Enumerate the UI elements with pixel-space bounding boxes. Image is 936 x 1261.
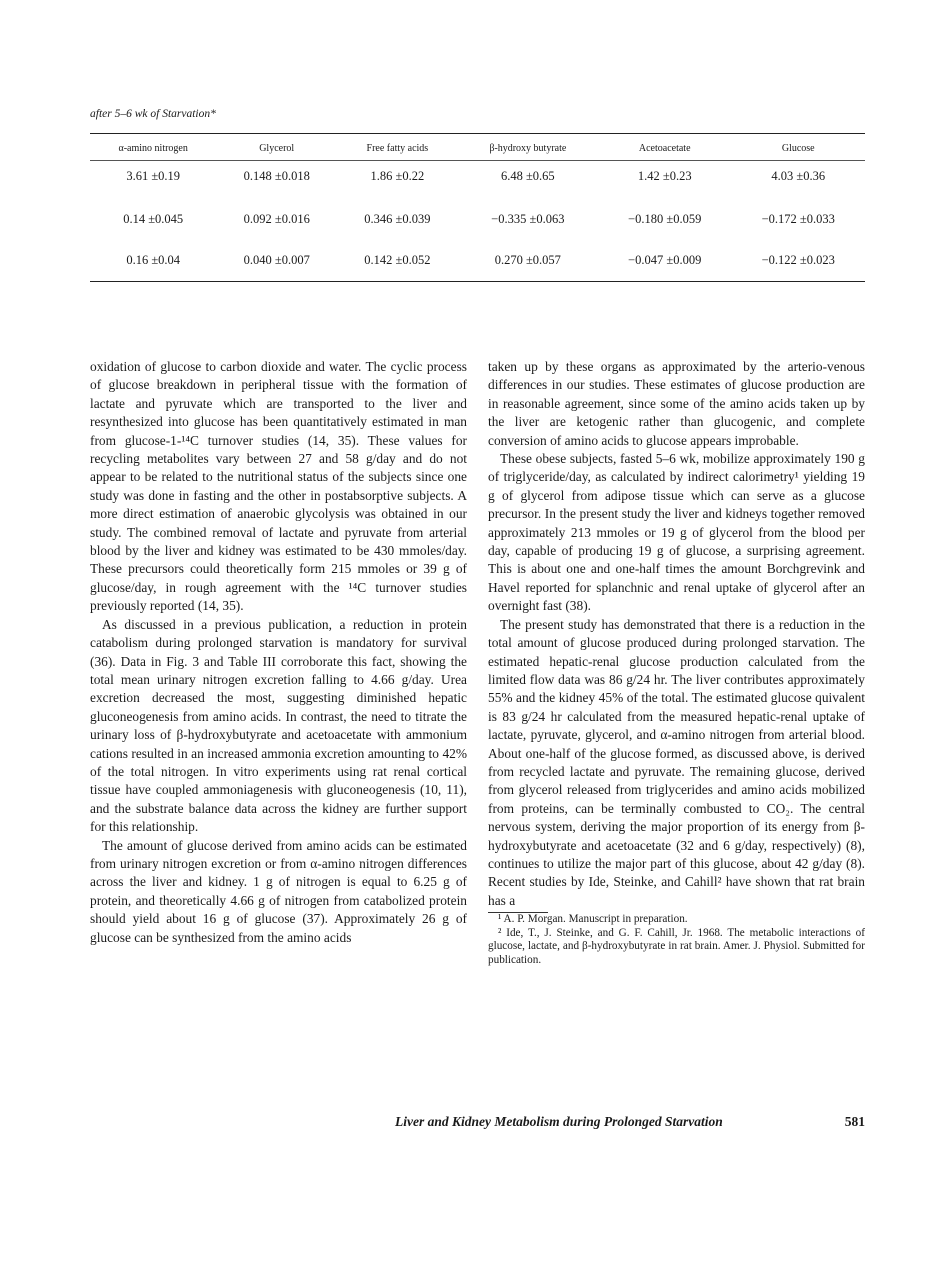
left-column	[90, 358, 467, 947]
table-cell: 0.142 ±0.052	[337, 240, 458, 282]
table-row	[90, 199, 865, 240]
table-caption: after 5–6 wk of Starvation*	[90, 108, 216, 120]
table-cell: −0.180 ±0.059	[628, 212, 702, 226]
table-cell: 1.42 ±0.23	[637, 169, 692, 183]
footnote-1: ¹ A. P. Morgan. Manuscript in preparation.	[498, 913, 688, 926]
data-table	[90, 133, 865, 282]
table-cell: 6.48 ±0.65	[500, 169, 555, 183]
header-glucose: Glucose	[731, 134, 865, 161]
header-free-fatty-acids: Free fatty acids	[337, 134, 458, 161]
table-cell: 1.86 ±0.22	[370, 169, 425, 183]
header-glycerol: Glycerol	[216, 134, 337, 161]
table-cell: 0.16 ±0.04	[90, 240, 216, 282]
footnote-2: ² Ide, T., J. Steinke, and G. F. Cahill, Jr. 1968. The metabolic interactions of glucose, lactate, and β-hydroxybutyrate in rat brain. Amer. J. Physiol. Submitted for publication.	[488, 926, 865, 966]
header-amino-nitrogen: α-amino nitrogen	[90, 134, 216, 161]
paragraph: As discussed in a previous publication, a reduction in protein catabolism during prolonged starvation is mandatory for survival (36). Data in Fig. 3 and Table III corroborate this fact, showing the total mean urinary nitrogen excretion falling to 4.66 g/day. Urea excretion decreased the most, suggesting diminished hepatic gluconeogenesis from amino acids. In contrast, the need to titrate the urinary loss of β-hydroxybutyrate and acetoacetate with ammonium cations resulted in an increased ammonia excretion amounting to 42% of the total nitrogen. In vitro experiments using rat renal cortical tissue have coupled ammoniagenesis with gluconeogenesis (10, 11), and the substrate balance data across the kidney are further support for this relationship.	[90, 616, 467, 835]
header-acetoacetate: Acetoacetate	[598, 134, 732, 161]
table-cell: 3.61 ±0.19	[126, 169, 181, 183]
paragraph: These obese subjects, fasted 5–6 wk, mobilize approximately 190 g of triglyceride/day, as calculated by indirect calorimetry¹ yielding 19 g of glycerol from adipose tissue which can serve as a glucose precursor. In the present study the liver and kidneys together removed approximately 213 mmoles or 19 g of glycerol from the blood per day, capable of producing 19 g of glucose, a surprising agreement. This is about one and one-half times the amount Borchgrevink and Havel reported for splanchnic and renal uptake of glycerol after an overnight fast (38).	[488, 451, 865, 614]
footnotes	[488, 913, 865, 967]
paragraph: oxidation of glucose to carbon dioxide and water. The cyclic process of glucose breakdown in peripheral tissue with the formation of lactate and pyruvate which are transported to the liver and resynthesized into glucose has been quantitatively estimated in man from glucose-1-¹⁴C turnover studies (14, 35). These values for recycling metabolites vary between 27 and 58 g/day and do not appear to be related to the nutritional status of the subjects since one study was done in fasting and the other in postabsorptive subjects. A more direct estimation of anaerobic glycolysis was obtained in our study. The combined removal of lactate and pyruvate from arterial blood by the liver and kidney was estimated to be 430 mmoles/day. These precursors could theoretically form 215 mmoles or 39 g of glucose/day, in rough agreement with the ¹⁴C turnover studies previously reported (14, 35).	[90, 359, 467, 614]
table-cell: −0.047 ±0.009	[598, 240, 732, 282]
table-cell: 0.14 ±0.045	[123, 212, 184, 226]
table-row	[90, 161, 865, 200]
paragraph: taken up by these organs as approximated by the arterio-venous differences in our studies. These estimates of glucose production are in reasonable agreement, since some of the amino acids taken up by the liver are ketogenic rather than glucogenic, and complete conversion of amino acids to glucose appears improbable.	[488, 359, 865, 448]
running-title: Liver and Kidney Metabolism during Prolonged Starvation	[395, 1114, 723, 1129]
table-cell: 0.148 ±0.018	[243, 169, 310, 183]
header-hydroxy-butyrate: β-hydroxy butyrate	[458, 134, 598, 161]
table-cell: 0.040 ±0.007	[216, 240, 337, 282]
table-cell: −0.335 ±0.063	[491, 212, 565, 226]
table-header-row	[90, 134, 865, 161]
table-row	[90, 240, 865, 282]
table-cell: −0.122 ±0.023	[731, 240, 865, 282]
page-number: 581	[844, 1114, 865, 1129]
paragraph: The present study has demonstrated that there is a reduction in the total amount of glucose produced during prolonged starvation. The estimated hepatic-renal glucose production calculated from the limited flow data was 86 g/24 hr. The liver contributes approximately 55% and the kidney 45% of the total. The estimated glucose quivalent is 83 g/24 hr calculated from the measured hepatic-renal uptake of lactate, pyruvate, glycerol, and α-amino nitrogen from arterial blood. About one-half of the glucose formed, as discussed above, is derived from recycled lactate and pyruvate. The remaining glucose, derived from glycerol released from triglycerides and amino acids mobilized from proteins, can be terminally combusted to CO₂. The central nervous system, deriving the major proportion of its energy from β-hydroxybutyrate and acetoacetate (32 and 6 g/day, respectively) (8), continues to utilize the major part of this glucose, about 42 g/day (8). Recent studies by Ide, Steinke, and Cahill² have shown that rat brain has a	[488, 616, 865, 908]
paragraph: The amount of glucose derived from amino acids can be estimated from urinary nitrogen excretion or from α-amino nitrogen differences across the liver and kidney. 1 g of nitrogen is equal to 6.25 g of protein, and theoretically 4.66 g of nitrogen from catabolized protein should yield about 16 g of glucose (37). Approximately 26 g of glucose can be synthesized from the amino acids	[90, 837, 467, 945]
table-cell: 0.092 ±0.016	[243, 212, 310, 226]
table-cell: 0.346 ±0.039	[364, 212, 431, 226]
table-cell: −0.172 ±0.033	[761, 212, 835, 226]
right-column	[488, 358, 865, 968]
table-cell: 0.270 ±0.057	[458, 240, 598, 282]
table-cell: 4.03 ±0.36	[771, 169, 826, 183]
